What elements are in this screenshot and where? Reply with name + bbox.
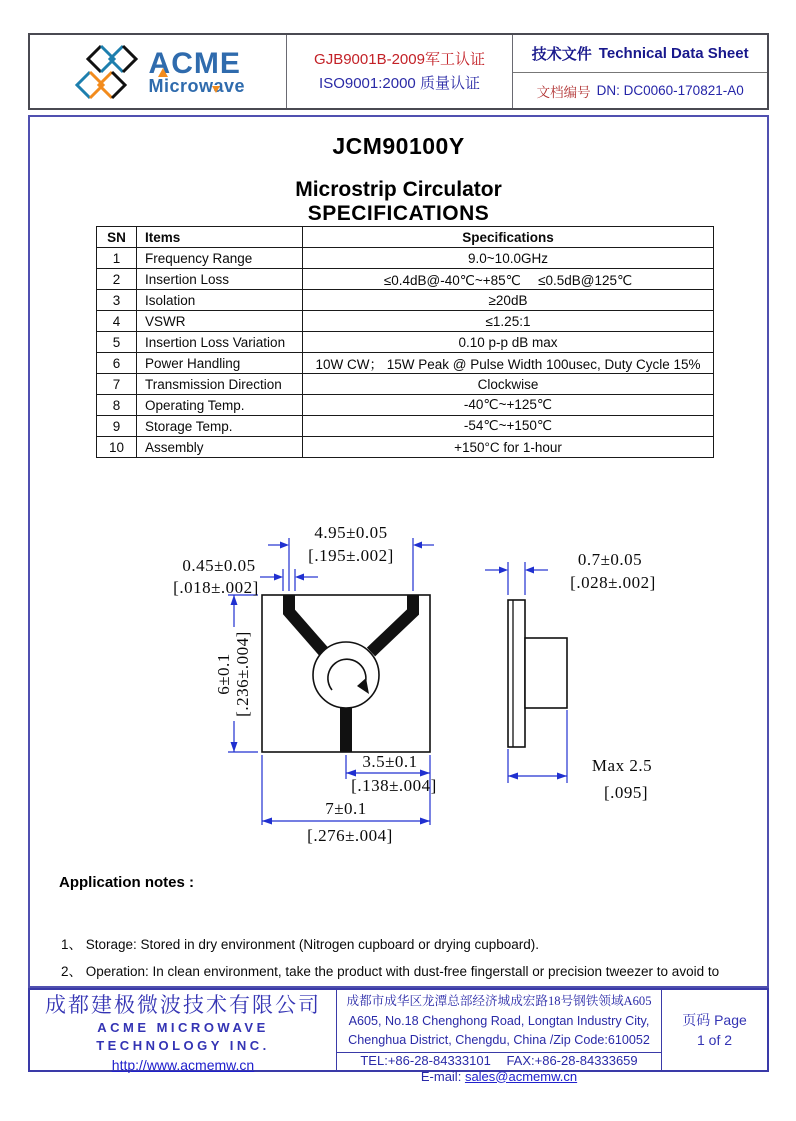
product-title: Microstrip Circulator: [295, 178, 502, 201]
cert-military: GJB9001B-2009军工认证: [314, 50, 485, 68]
note-item: 2、 Operation: In clean environment, take the product with dust-free fingerstall or precision tweezer to avoid to: [61, 964, 720, 979]
top-view-drawing: [262, 595, 430, 752]
sn-cell: 7: [97, 374, 137, 395]
spec-cell: +150°C for 1-hour: [303, 437, 714, 458]
table-row: [97, 416, 714, 437]
doc-number-row: [513, 73, 767, 108]
company-name-en-1: ACME MICROWAVE: [97, 1020, 269, 1035]
item-cell: Insertion Loss: [137, 269, 303, 290]
website-link[interactable]: http://www.acmemw.cn: [111, 1057, 255, 1073]
table-row: [97, 311, 714, 332]
spec-cell: Clockwise: [303, 374, 714, 395]
spec-cell: 0.10 p-p dB max: [303, 332, 714, 353]
footer: [28, 988, 769, 1084]
table-row: [97, 374, 714, 395]
spec-cell: ≥20dB: [303, 290, 714, 311]
spec-cell: 10W CW； 15W Peak @ Pulse Width 100usec, Duty Cycle 15%: [303, 353, 714, 374]
sn-cell: 6: [97, 353, 137, 374]
item-cell: Frequency Range: [137, 248, 303, 269]
header-sn: SN: [97, 227, 137, 248]
logo-mark-icon: [71, 44, 141, 100]
dim-bottom-offset-in: [.138±.004]: [351, 776, 437, 795]
item-cell: Assembly: [137, 437, 303, 458]
doc-info: [513, 35, 767, 108]
dim-height-mm: 6±0.1: [214, 653, 233, 695]
tel-value: TEL:+86-28-84333101: [360, 1052, 491, 1068]
dim-stub-width-in: [.018±.002]: [173, 578, 259, 597]
table-row: [97, 437, 714, 458]
email-row: [421, 1069, 577, 1085]
spec-cell: ≤1.25:1: [303, 311, 714, 332]
logo-brand: ACME: [148, 46, 241, 80]
model-title: JCM90100Y: [332, 133, 465, 159]
header: [28, 33, 769, 110]
spec-cell: ≤0.4dB@-40℃~+85℃ ≤0.5dB@125℃: [303, 269, 714, 290]
specifications-table: [96, 226, 714, 458]
item-cell: Insertion Loss Variation: [137, 332, 303, 353]
note-item: 1、 Storage: Stored in dry environment (Nitrogen cupboard or drying cupboard).: [61, 937, 540, 952]
logo-text: [148, 46, 246, 96]
sn-cell: 2: [97, 269, 137, 290]
table-row: [97, 353, 714, 374]
table-row: [97, 395, 714, 416]
item-cell: Transmission Direction: [137, 374, 303, 395]
dim-side-max-in: [.095]: [603, 783, 649, 802]
table-row: [97, 290, 714, 311]
item-cell: Operating Temp.: [137, 395, 303, 416]
sn-cell: 9: [97, 416, 137, 437]
logo-a-accent-icon: [158, 68, 168, 77]
dim-top-width-mm: 4.95±0.05: [314, 523, 388, 542]
outline-drawing: [32, 515, 773, 865]
dim-total-width-in: [.276±.004]: [307, 826, 393, 845]
footer-company: [30, 990, 337, 1073]
email-link[interactable]: sales@acmemw.cn: [464, 1068, 578, 1084]
title-block: [30, 133, 767, 226]
tel-fax-row: [354, 1053, 643, 1069]
company-name-en-2: TECHNOLOGY INC.: [96, 1038, 270, 1053]
dim-stub-width-mm: 0.45±0.05: [182, 556, 256, 575]
header-specifications: Specifications: [303, 227, 714, 248]
application-notes-heading: Application notes :: [59, 874, 194, 891]
dim-total-width-mm: 7±0.1: [325, 799, 367, 818]
spec-cell: -40℃~+125℃: [303, 395, 714, 416]
cert-iso: ISO9001:2000 质量认证: [319, 74, 480, 92]
application-notes-list: [61, 931, 751, 985]
side-view-drawing: [508, 600, 567, 747]
doc-type: [513, 35, 767, 73]
sn-cell: 8: [97, 395, 137, 416]
fax-value: FAX:+86-28-84333659: [506, 1052, 638, 1068]
spec-cell: -54℃~+150℃: [303, 416, 714, 437]
dim-top-width-in: [.195±.002]: [308, 546, 394, 565]
certifications: [287, 35, 514, 108]
item-cell: Power Handling: [137, 353, 303, 374]
table-row: [97, 269, 714, 290]
logo-subtitle: Microwave: [148, 75, 246, 96]
sn-cell: 4: [97, 311, 137, 332]
page-number: [662, 990, 767, 1070]
header-items: Items: [137, 227, 303, 248]
dim-side-max-mm: Max 2.5: [591, 756, 653, 775]
address-cn: 成都市成华区龙潭总部经济城成宏路18号钢铁领域A605: [346, 994, 652, 1008]
logo-w-accent-icon: [212, 86, 220, 93]
table-row: [97, 248, 714, 269]
section-title: SPECIFICATIONS: [307, 202, 490, 225]
table-header-row: [97, 227, 714, 248]
sn-cell: 5: [97, 332, 137, 353]
email-label: E-mail:: [420, 1068, 462, 1084]
company-name-cn: 成都建极微波技术有限公司: [45, 993, 321, 1017]
item-cell: VSWR: [137, 311, 303, 332]
doc-type-en: Technical Data Sheet: [598, 45, 749, 62]
doc-number-label: 文档编号: [536, 84, 591, 100]
circulator-circle: [313, 642, 379, 708]
sn-cell: 10: [97, 437, 137, 458]
item-cell: Isolation: [137, 290, 303, 311]
doc-type-cn: 技术文件: [531, 46, 592, 63]
address-en-1: A605, No.18 Chenghong Road, Longtan Industry City,: [348, 1013, 650, 1028]
address-en-2: Chenghua District, Chengdu, China /Zip Code:610052: [348, 1033, 650, 1047]
footer-address: [337, 990, 662, 1084]
table-row: [97, 332, 714, 353]
logo: [30, 35, 287, 108]
dim-height-in: [.236±.004]: [233, 631, 252, 717]
page-value: 1 of 2: [696, 1032, 733, 1048]
dim-bottom-offset-mm: 3.5±0.1: [362, 752, 418, 771]
spec-cell: 9.0~10.0GHz: [303, 248, 714, 269]
doc-number-value: DN: DC0060-170821-A0: [596, 83, 744, 98]
footer-contact: [337, 1052, 661, 1085]
dim-thickness-mm: 0.7±0.05: [577, 550, 643, 569]
item-cell: Storage Temp.: [137, 416, 303, 437]
dim-thickness-in: [.028±.002]: [570, 573, 656, 592]
main-content: [28, 115, 769, 988]
page-label: 页码 Page: [682, 1012, 747, 1028]
sn-cell: 1: [97, 248, 137, 269]
sn-cell: 3: [97, 290, 137, 311]
